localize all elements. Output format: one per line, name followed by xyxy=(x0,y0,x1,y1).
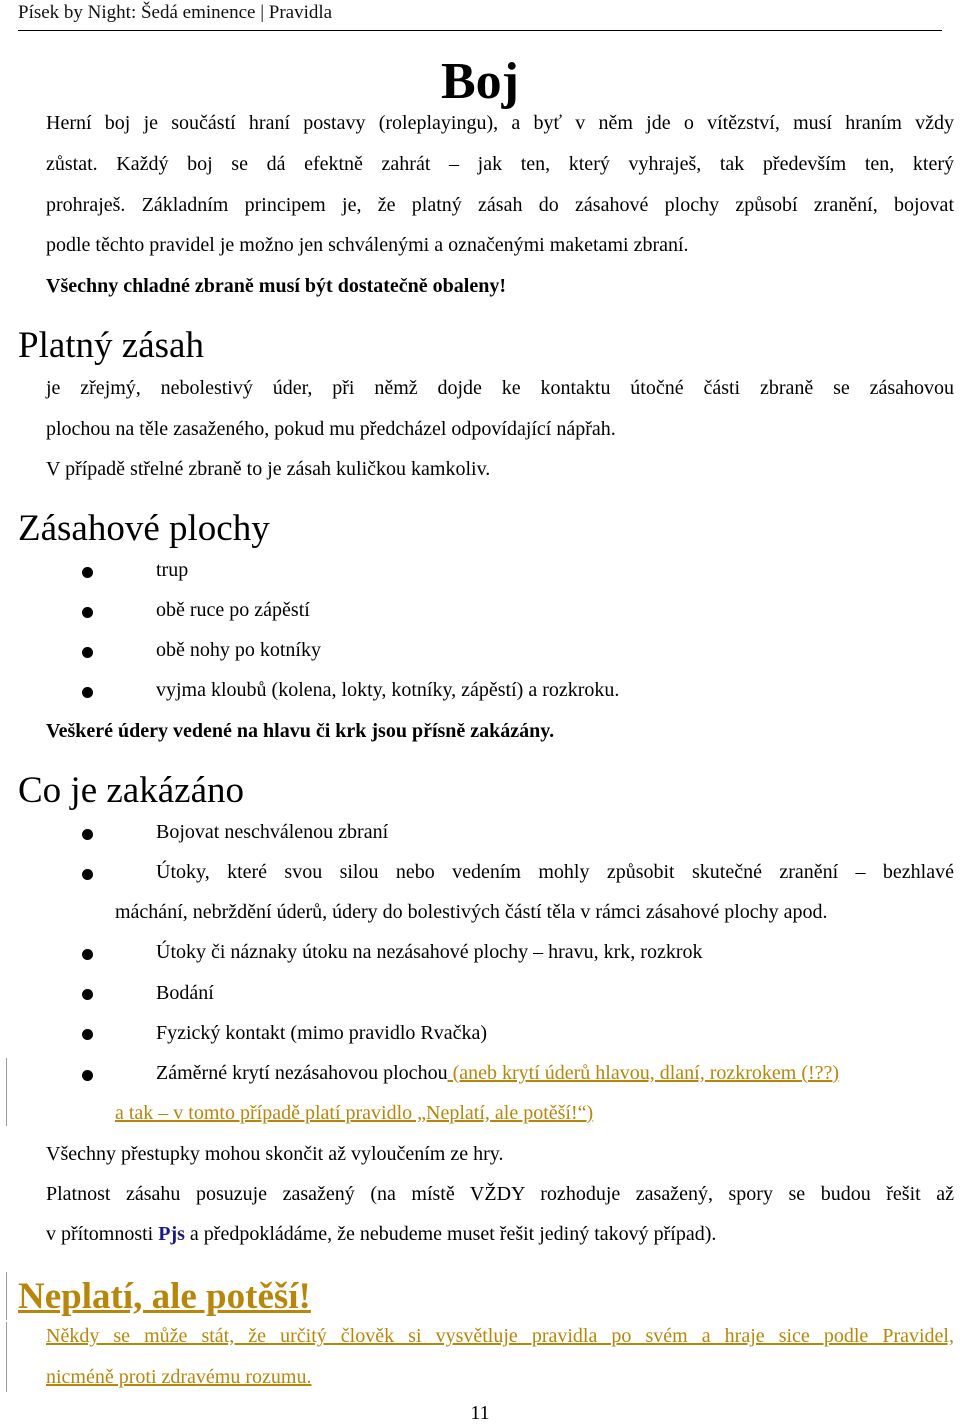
header-divider xyxy=(18,30,942,31)
neplati-line: Někdy se může stát, že určitý člověk si vysvětluje pravidla po svém a hraje sice podle Pravidel, xyxy=(46,1325,954,1347)
list-item: Bodání xyxy=(156,982,214,1004)
bullet-icon xyxy=(82,869,93,880)
intro-line: zůstat. Každý boj se dá efektně zahrát – jak ten, který vyhraješ, tak především ten, který xyxy=(46,153,954,175)
platny-line: V případě střelné zbraně to je zásah kuličkou kamkoliv. xyxy=(46,458,491,480)
list-item: obě nohy po kotníky xyxy=(156,639,321,661)
list-item: trup xyxy=(156,559,189,581)
bullet-icon xyxy=(82,567,93,578)
list-item: Útoky, které svou silou nebo vedením mohly způsobit skutečné zranění – bezhlavé xyxy=(156,861,954,883)
plochy-warning: Veškeré údery vedené na hlavu či krk jsou přísně zakázány. xyxy=(46,720,555,742)
neplati-line: nicméně proti zdravému rozumu. xyxy=(46,1366,312,1388)
list-item-continuation: máchání, nebrždění úderů, údery do bolestivých částí těla v rámci zásahové plochy apod. xyxy=(115,901,828,923)
running-header: Písek by Night: Šedá eminence | Pravidla xyxy=(18,2,333,23)
closing-line: Platnost zásahu posuzuje zasažený (na místě VŽDY rozhoduje zasažený, spory se budou řešit až xyxy=(46,1183,954,1205)
bullet-icon xyxy=(82,949,93,960)
revision-marker xyxy=(6,1322,7,1392)
bullet-icon xyxy=(82,687,93,698)
pjs-term: Pjs xyxy=(158,1223,185,1245)
section-heading-zakazano: Co je zakázáno xyxy=(18,770,244,811)
bullet-icon xyxy=(82,1029,93,1040)
list-item-note: (aneb krytí úderů hlavou, dlaní, rozkrokem (!??) xyxy=(447,1062,840,1084)
list-item-note-continuation: a tak – v tomto případě platí pravidlo „Neplatí, ale potěší!“) xyxy=(115,1102,594,1124)
bullet-icon xyxy=(82,829,93,840)
closing-text: v přítomnosti xyxy=(46,1223,159,1245)
intro-line: podle těchto pravidel je možno jen schválenými a označenými maketami zbraní. xyxy=(46,234,689,256)
section-heading-neplati: Neplatí, ale potěší! xyxy=(18,1276,311,1317)
bullet-icon xyxy=(82,647,93,658)
list-item: obě ruce po zápěstí xyxy=(156,599,310,621)
page-title: Boj xyxy=(441,53,519,110)
platny-line: je zřejmý, nebolestivý úder, při němž dojde ke kontaktu útočné části zbraně se zásahovou xyxy=(46,377,954,399)
list-item xyxy=(156,1053,839,1093)
intro-line: prohraješ. Základním principem je, že platný zásah do zásahové plochy způsobí zranění, bojovat xyxy=(46,194,954,216)
revision-marker xyxy=(6,1058,7,1126)
list-item: Útoky či náznaky útoku na nezásahové plochy – hravu, krk, rozkrok xyxy=(156,941,703,963)
list-item-text: Záměrné krytí nezásahovou plochou xyxy=(156,1062,448,1084)
page-number: 11 xyxy=(470,1402,490,1424)
section-heading-platny: Platný zásah xyxy=(18,325,204,366)
list-item: vyjma kloubů (kolena, lokty, kotníky, zápěstí) a rozkroku. xyxy=(156,679,620,701)
closing-line xyxy=(46,1214,716,1254)
closing-line: Všechny přestupky mohou skončit až vyloučením ze hry. xyxy=(46,1143,504,1165)
bullet-icon xyxy=(82,607,93,618)
list-item: Bojovat neschválenou zbraní xyxy=(156,821,389,843)
intro-warning: Všechny chladné zbraně musí být dostatečně obaleny! xyxy=(46,275,507,297)
platny-line: plochou na těle zasaženého, pokud mu předcházel odpovídající nápřah. xyxy=(46,418,616,440)
intro-line: Herní boj je součástí hraní postavy (roleplayingu), a byť v něm jde o vítězství, musí hraním vždy xyxy=(46,112,954,134)
closing-text: a předpokládáme, že nebudeme muset řešit jediný takový případ). xyxy=(184,1223,717,1245)
bullet-icon xyxy=(82,989,93,1000)
bullet-icon xyxy=(82,1070,93,1081)
revision-marker xyxy=(6,1272,7,1320)
section-heading-plochy: Zásahové plochy xyxy=(18,508,270,549)
list-item: Fyzický kontakt (mimo pravidlo Rvačka) xyxy=(156,1022,488,1044)
